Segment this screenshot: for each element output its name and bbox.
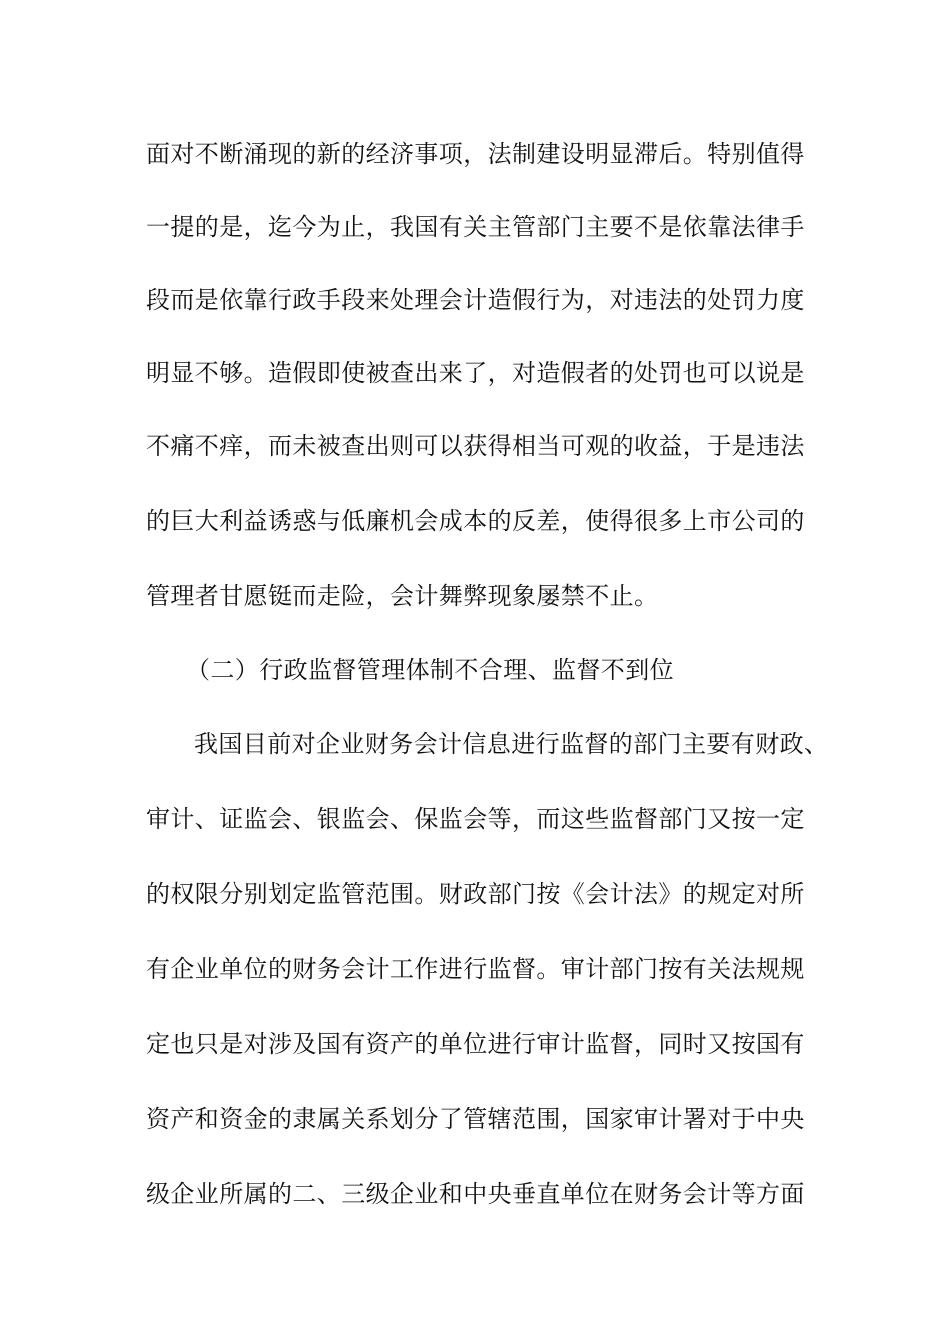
paragraph-line: 级企业所属的二、三级企业和中央垂直单位在财务会计等方面 xyxy=(146,1180,805,1208)
paragraph-line: 有企业单位的财务会计工作进行监督。审计部门按有关法规规 xyxy=(146,955,805,983)
paragraph-line: 一提的是，迄今为止，我国有关主管部门主要不是依靠法律手 xyxy=(146,213,805,241)
paragraph-line: 审计、证监会、银监会、保监会等，而这些监督部门又按一定 xyxy=(146,805,805,833)
section-heading: （二）行政监督管理体制不合理、监督不到位 xyxy=(186,656,674,684)
paragraph-line: 管理者甘愿铤而走险，会计舞弊现象屡禁不止。 xyxy=(146,582,659,610)
paragraph-line: 面对不断涌现的新的经济事项，法制建设明显滞后。特别值得 xyxy=(146,140,805,168)
paragraph-line: 定也只是对涉及国有资产的单位进行审计监督，同时又按国有 xyxy=(146,1030,805,1058)
paragraph-line: 资产和资金的隶属关系划分了管辖范围，国家审计署对于中央 xyxy=(146,1105,805,1133)
paragraph-line: 段而是依靠行政手段来处理会计造假行为，对违法的处罚力度 xyxy=(146,286,805,314)
paragraph-line: 我国目前对企业财务会计信息进行监督的部门主要有财政、 xyxy=(194,730,829,758)
paragraph-line: 不痛不痒，而未被查出则可以获得相当可观的收益，于是违法 xyxy=(146,432,805,460)
paragraph-line: 的巨大利益诱惑与低廉机会成本的反差，使得很多上市公司的 xyxy=(146,507,805,535)
paragraph-line: 明显不够。造假即使被查出来了，对造假者的处罚也可以说是 xyxy=(146,359,805,387)
paragraph-line: 的权限分别划定监管范围。财政部门按《会计法》的规定对所 xyxy=(146,880,805,908)
